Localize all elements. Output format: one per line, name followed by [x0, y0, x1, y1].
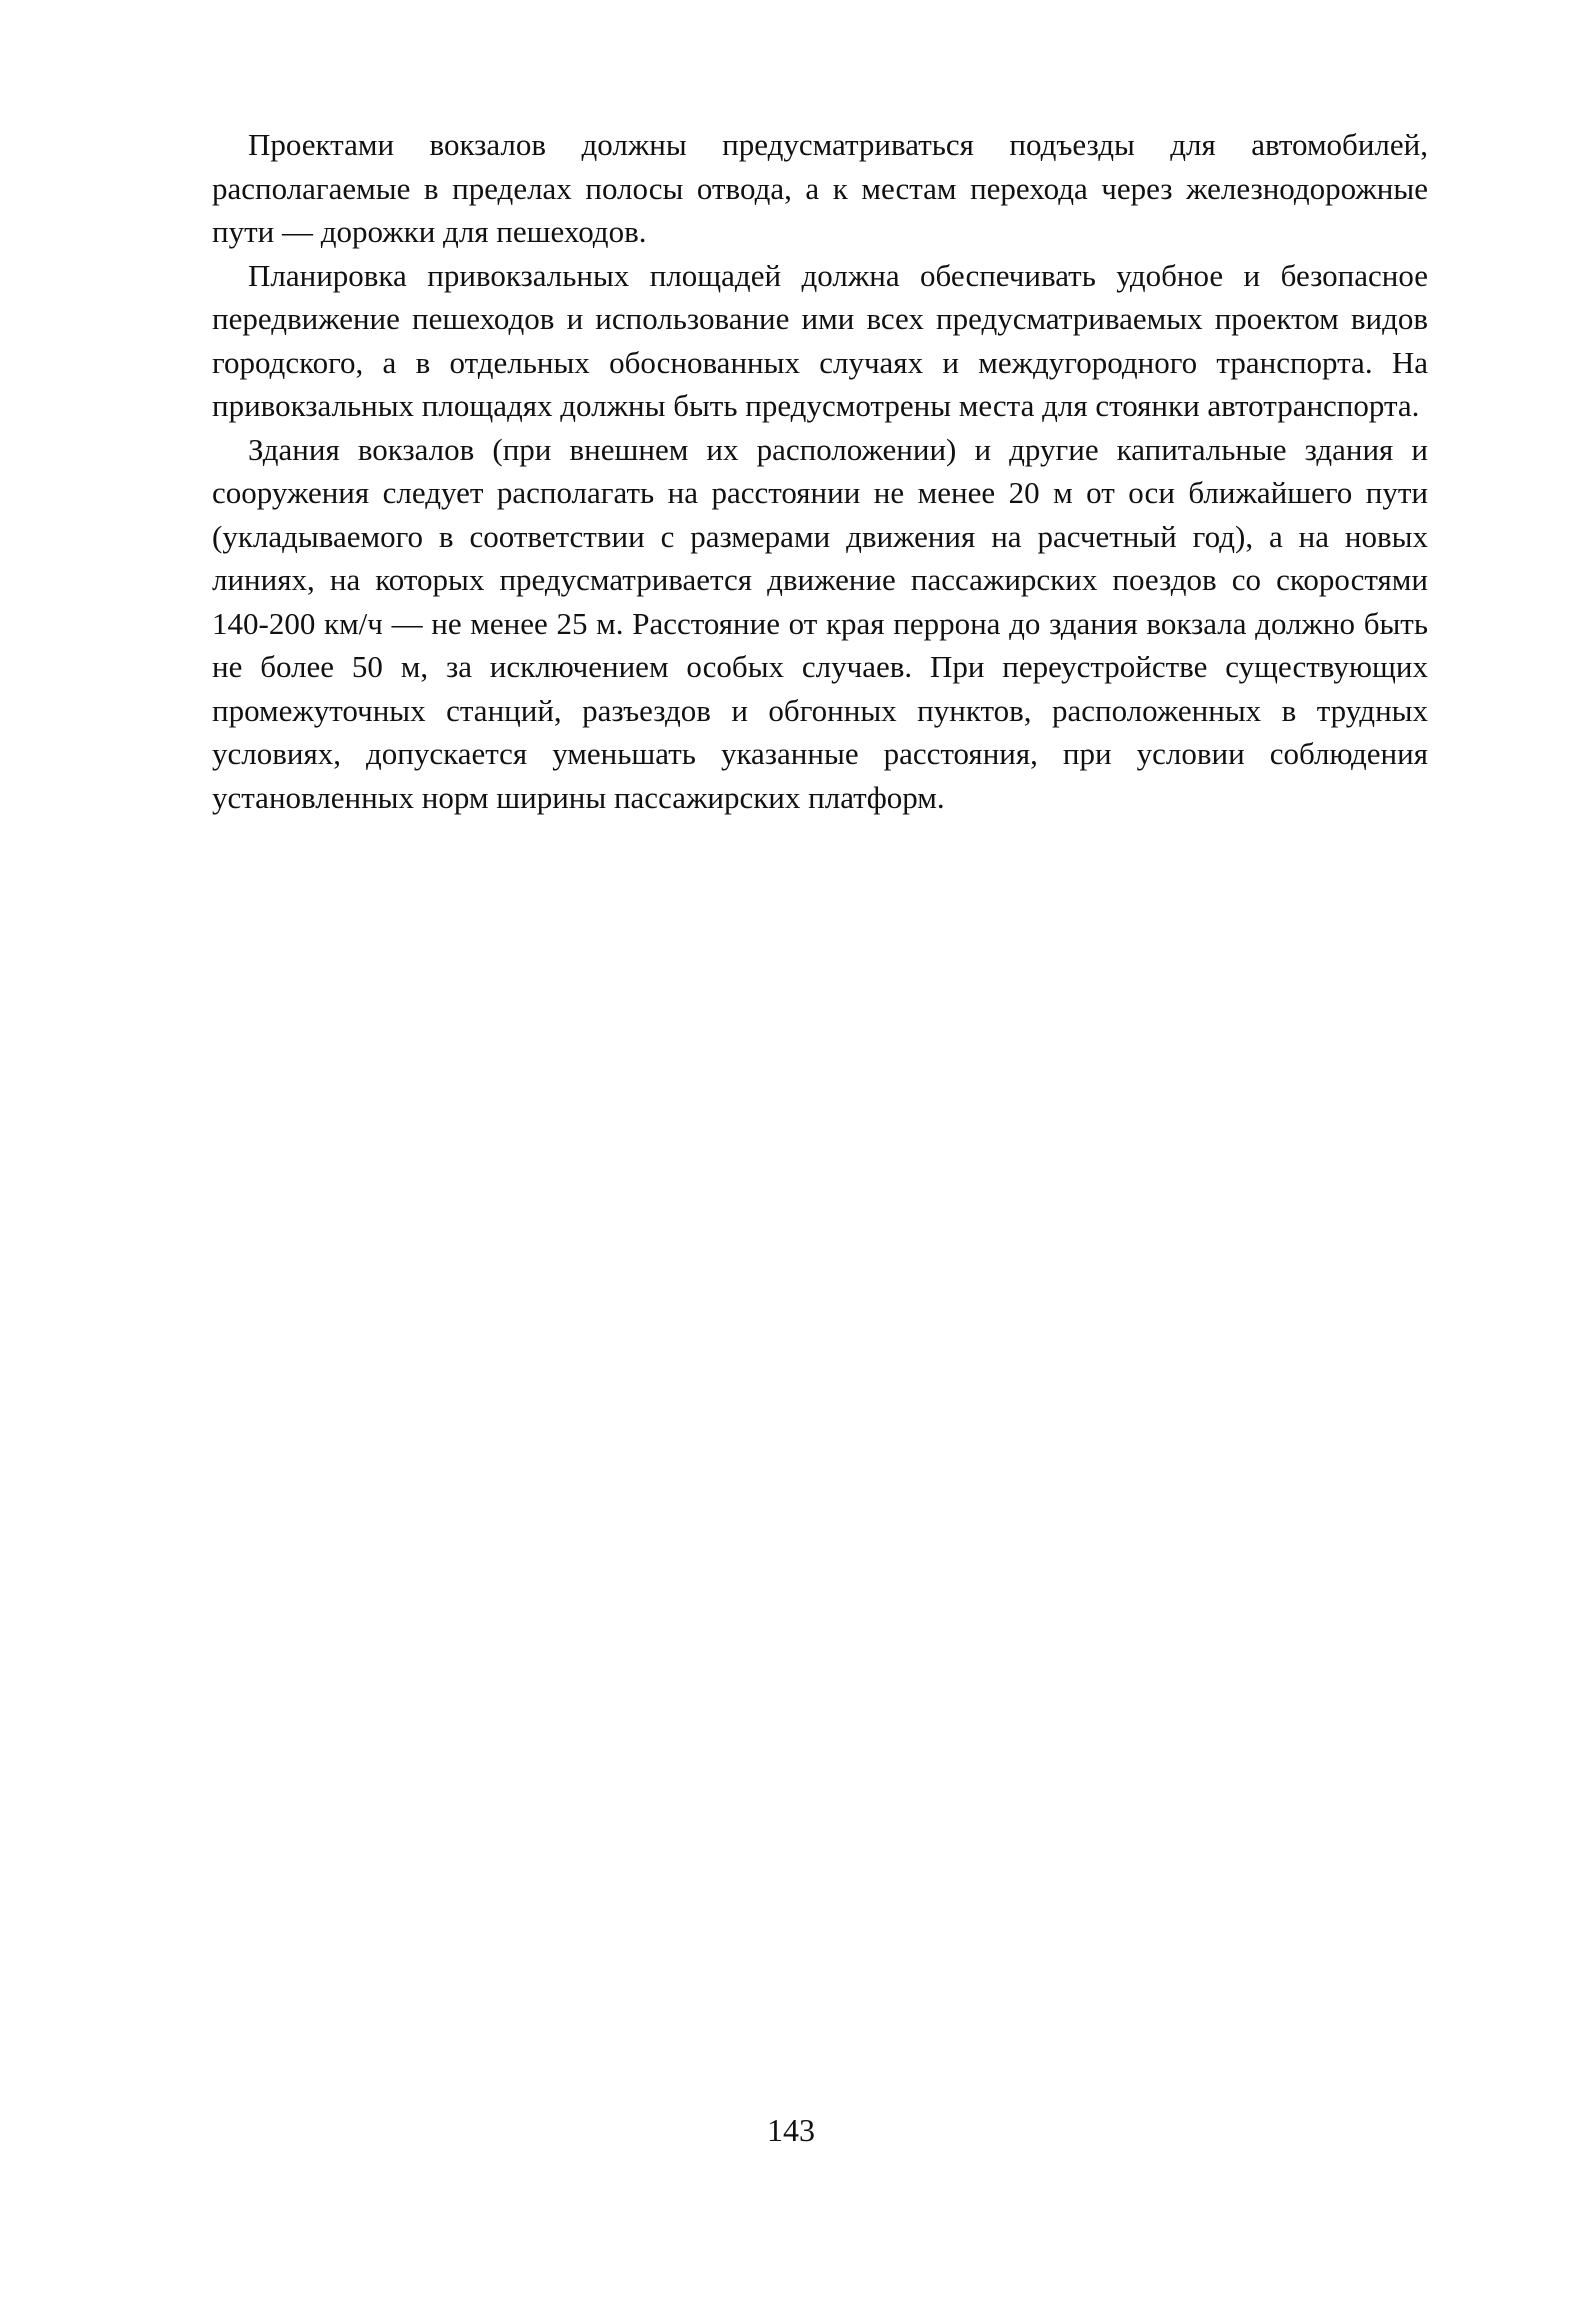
paragraph-access-roads: Проектами вокзалов должны предусматриваться подъезды для автомобилей, располагаемые в пределах полосы отвода, а к местам перехода через железнодорожные пути — дорожки для пешеходов. [212, 127, 1428, 249]
paragraph-station-square: Планировка привокзальных площадей должна обеспечивать удобное и безопасное передвижение пешеходов и использование ими всех предусматриваемых проектом видов городского, а в отдельных обоснованных случаях и междугородного транспорта. На привокзальных площадях должны быть предусмотрены места для стоянки автотранспорта. [212, 257, 1428, 423]
paragraph-station-buildings: Здания вокзалов (при внешнем их расположении) и другие капитальные здания и сооружения следует располагать на расстоянии не менее 20 м от оси ближайшего пути (укладываемого в соответствии с размерами движения на расчетный год), а на новых линиях, на которых предусматривается движение пассажирских поездов со скоростями 140-200 км/ч — не менее 25 м. Расстояние от края перрона до здания вокзала должно быть не более 50 м, за исключением особых случаев. При переустройстве существующих промежуточных станций, разъездов и обгонных пунктов, расположенных в трудных условиях, допускается уменьшать указанные расстояния, при условии соблюдения установленных норм ширины пассажирских платформ. [212, 431, 1428, 815]
text-body [212, 123, 1428, 819]
page-number: 143 [767, 2112, 815, 2148]
